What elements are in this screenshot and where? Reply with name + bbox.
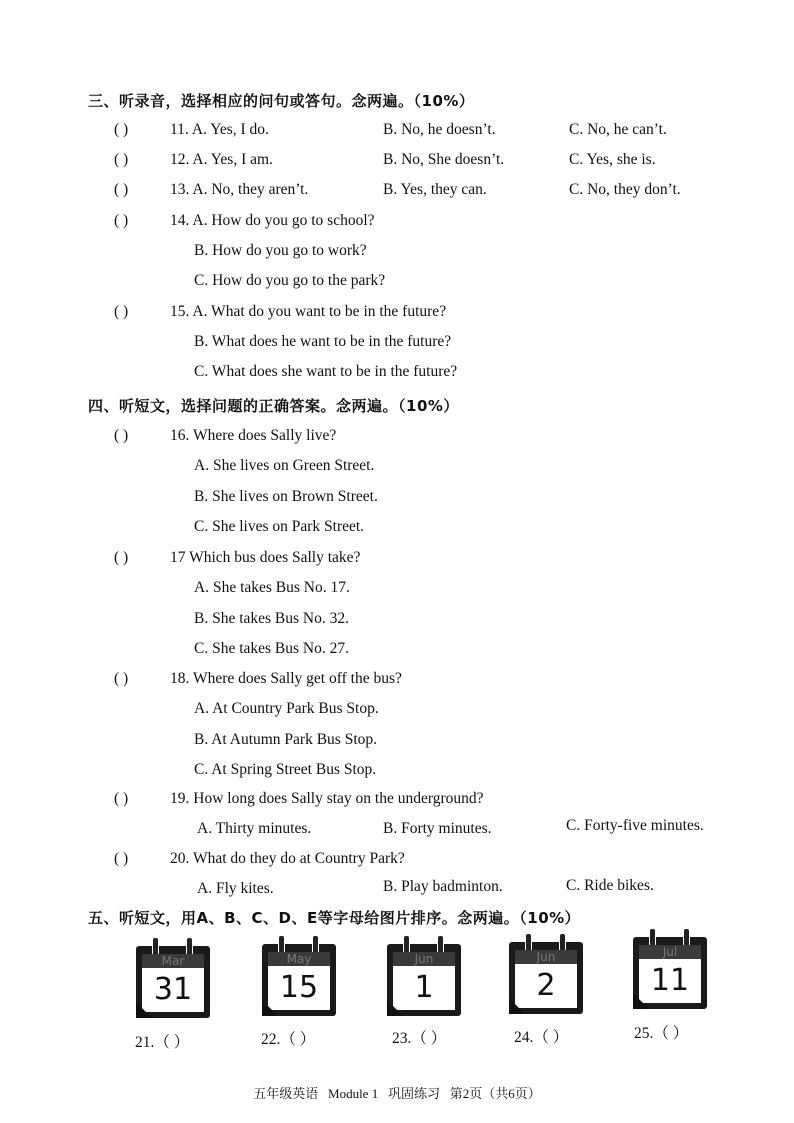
calendar-1 bbox=[136, 946, 210, 1018]
section-3-title: 三、听录音，选择相应的问句或答句。念两遍。（10%） bbox=[88, 92, 475, 110]
page-curl-icon bbox=[633, 993, 649, 1009]
answer-blank[interactable]: ( ) bbox=[114, 670, 129, 687]
calendar-answer-22[interactable]: 22.（ ） bbox=[261, 1031, 316, 1048]
page-curl-icon bbox=[136, 1002, 152, 1018]
option-b: B. She lives on Brown Street. bbox=[194, 488, 378, 505]
calendar-day: 1 bbox=[393, 966, 455, 1010]
option-b: B. Yes, they can. bbox=[383, 181, 487, 198]
option-a: A. At Country Park Bus Stop. bbox=[194, 700, 379, 717]
page-curl-icon bbox=[262, 1000, 278, 1016]
option-b: B. No, She doesn’t. bbox=[383, 151, 505, 168]
option-b: B. She takes Bus No. 32. bbox=[194, 610, 349, 627]
calendar-month: Mar bbox=[142, 954, 204, 968]
option-b: B. No, he doesn’t. bbox=[383, 121, 496, 138]
calendar-month: Jul bbox=[639, 945, 701, 959]
calendar-answer-21[interactable]: 21.（ ） bbox=[135, 1034, 190, 1051]
option-a: 14. A. How do you go to school? bbox=[170, 212, 375, 229]
option-a: A. Fly kites. bbox=[197, 880, 274, 897]
calendar-answer-23[interactable]: 23.（ ） bbox=[392, 1030, 447, 1047]
option-a: 11. A. Yes, I do. bbox=[170, 121, 269, 138]
calendar-month: Jun bbox=[393, 952, 455, 966]
calendar-answer-24[interactable]: 24.（ ） bbox=[514, 1029, 569, 1046]
option-c: C. At Spring Street Bus Stop. bbox=[194, 761, 377, 778]
calendar-day: 11 bbox=[639, 959, 701, 1003]
answer-blank[interactable]: ( ) bbox=[114, 121, 129, 138]
option-c: C. Ride bikes. bbox=[566, 877, 654, 894]
answer-blank[interactable]: ( ) bbox=[114, 151, 129, 168]
option-b: B. At Autumn Park Bus Stop. bbox=[194, 731, 378, 748]
calendar-4 bbox=[509, 942, 583, 1014]
option-b: B. Play badminton. bbox=[383, 878, 503, 895]
page-curl-icon bbox=[387, 1000, 403, 1016]
option-a: 13. A. No, they aren’t. bbox=[170, 181, 309, 198]
option-a: 12. A. Yes, I am. bbox=[170, 151, 273, 168]
calendar-month: May bbox=[268, 952, 330, 966]
calendar-5 bbox=[633, 937, 707, 1009]
calendar-answer-25[interactable]: 25.（ ） bbox=[634, 1025, 689, 1042]
answer-blank[interactable]: ( ) bbox=[114, 181, 129, 198]
answer-blank[interactable]: ( ) bbox=[114, 850, 129, 867]
answer-blank[interactable]: ( ) bbox=[114, 549, 129, 566]
answer-blank[interactable]: ( ) bbox=[114, 790, 129, 807]
question-text: 17 Which bus does Sally take? bbox=[170, 549, 361, 566]
page-footer: 五年级英语 Module 1 巩固练习 第2页（共6页） bbox=[253, 1086, 541, 1101]
section-4-title: 四、听短文，选择问题的正确答案。念两遍。（10%） bbox=[88, 397, 459, 415]
option-c: C. How do you go to the park? bbox=[194, 272, 386, 289]
option-b: B. What does he want to be in the future? bbox=[194, 333, 452, 350]
option-c: C. No, he can’t. bbox=[569, 121, 667, 138]
answer-blank[interactable]: ( ) bbox=[114, 303, 129, 320]
option-c: C. She lives on Park Street. bbox=[194, 518, 365, 535]
option-b: B. How do you go to work? bbox=[194, 242, 367, 259]
question-text: 16. Where does Sally live? bbox=[170, 427, 337, 444]
answer-blank[interactable]: ( ) bbox=[114, 212, 129, 229]
question-text: 18. Where does Sally get off the bus? bbox=[170, 670, 402, 687]
calendar-day: 2 bbox=[515, 964, 577, 1008]
calendar-3 bbox=[387, 944, 461, 1016]
option-a: A. Thirty minutes. bbox=[197, 820, 312, 837]
calendar-month: Jun bbox=[515, 950, 577, 964]
page-curl-icon bbox=[509, 998, 525, 1014]
calendar-2 bbox=[262, 944, 336, 1016]
answer-blank[interactable]: ( ) bbox=[114, 427, 129, 444]
question-text: 19. How long does Sally stay on the underground? bbox=[170, 790, 484, 807]
option-b: B. Forty minutes. bbox=[383, 820, 492, 837]
option-c: C. No, they don’t. bbox=[569, 181, 681, 198]
calendar-day: 15 bbox=[268, 966, 330, 1010]
option-a: 15. A. What do you want to be in the future? bbox=[170, 303, 447, 320]
question-text: 20. What do they do at Country Park? bbox=[170, 850, 405, 867]
option-c: C. Forty-five minutes. bbox=[566, 817, 704, 834]
section-5-title: 五、听短文，用A、B、C、D、E等字母给图片排序。念两遍。（10%） bbox=[88, 909, 581, 927]
calendar-day: 31 bbox=[142, 968, 204, 1012]
option-a: A. She lives on Green Street. bbox=[194, 457, 375, 474]
option-a: A. She takes Bus No. 17. bbox=[194, 579, 350, 596]
option-c: C. Yes, she is. bbox=[569, 151, 656, 168]
option-c: C. She takes Bus No. 27. bbox=[194, 640, 349, 657]
option-c: C. What does she want to be in the future? bbox=[194, 363, 458, 380]
